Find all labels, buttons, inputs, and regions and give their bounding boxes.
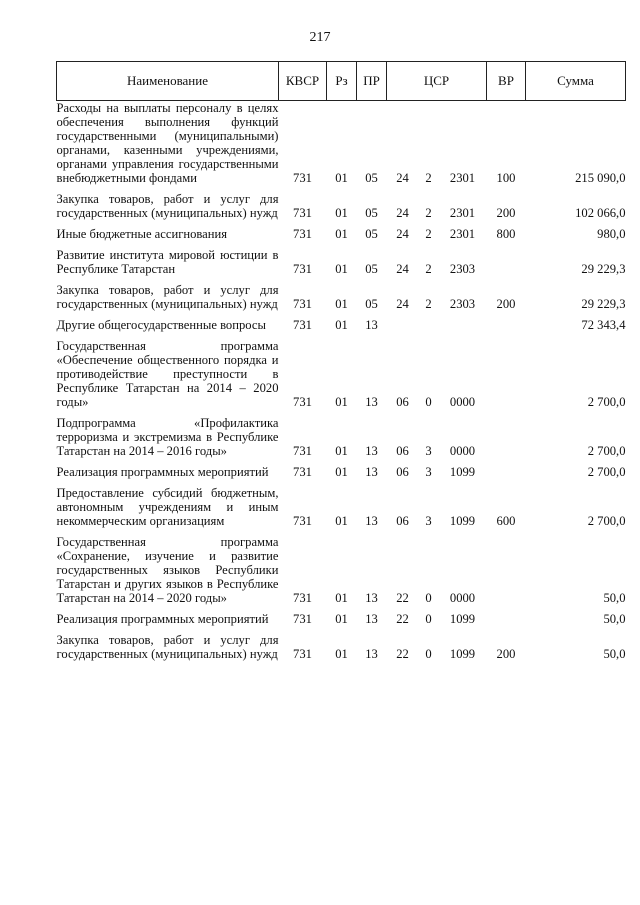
cell-rz: 01 <box>335 297 348 311</box>
cell-name: Закупка товаров, работ и услуг для государственных (муниципальных) нужд <box>56 283 279 311</box>
cell-c2: 2 <box>425 297 432 311</box>
cell-name: Закупка товаров, работ и услуг для государственных (муниципальных) нужд <box>56 633 279 661</box>
cell-name: Закупка товаров, работ и услуг для государственных (муниципальных) нужд <box>56 192 279 220</box>
table-header-row <box>57 62 626 101</box>
cell-vr <box>487 318 526 339</box>
cell-pr: 13 <box>365 465 378 479</box>
cell-kvsr: 731 <box>293 444 312 458</box>
cell-c1: 06 <box>396 444 409 458</box>
cell-name: Государственная программа «Обеспечение общественного порядка и противодействие преступности в Республике Татарстан на 2014 – 2020 годы» <box>56 339 279 409</box>
cell-rz: 01 <box>335 171 348 185</box>
cell-sum: 2 700,0 <box>587 395 626 409</box>
cell-rz: 01 <box>335 227 348 241</box>
cell-sum: 29 229,3 <box>581 262 626 276</box>
cell-c3: 0000 <box>449 591 476 605</box>
cell-kvsr: 731 <box>293 591 312 605</box>
cell-pr: 05 <box>365 227 378 241</box>
cell-sum: 50,0 <box>603 612 626 626</box>
table-row <box>57 486 626 535</box>
cell-c3: 0000 <box>449 395 476 409</box>
cell-rz: 01 <box>335 647 348 661</box>
cell-pr: 13 <box>365 444 378 458</box>
cell-c3: 2303 <box>449 262 476 276</box>
cell-c2: 0 <box>425 591 432 605</box>
cell-vr <box>487 339 526 416</box>
cell-vr: 800 <box>496 227 516 241</box>
cell-kvsr: 731 <box>293 612 312 626</box>
cell-vr: 200 <box>496 297 516 311</box>
cell-kvsr: 731 <box>293 514 312 528</box>
cell-c3: 1099 <box>449 612 476 626</box>
table-row <box>57 465 626 486</box>
cell-c3: 2303 <box>449 297 476 311</box>
cell-sum: 980,0 <box>597 227 626 241</box>
cell-c3: 2301 <box>449 171 476 185</box>
cell-vr <box>487 465 526 486</box>
cell-c1: 22 <box>396 591 409 605</box>
header-rz: Рз <box>327 62 357 101</box>
cell-c3 <box>439 318 487 339</box>
cell-c3: 1099 <box>449 465 476 479</box>
cell-c1: 22 <box>396 612 409 626</box>
page-number: 217 <box>309 30 331 45</box>
cell-sum: 29 229,3 <box>581 297 626 311</box>
cell-c1: 24 <box>396 227 409 241</box>
table-row <box>57 318 626 339</box>
cell-pr: 13 <box>365 591 378 605</box>
cell-vr <box>487 612 526 633</box>
cell-pr: 13 <box>365 612 378 626</box>
cell-c2: 3 <box>425 514 432 528</box>
cell-name: Расходы на выплаты персоналу в целях обеспечения выполнения функций государственными (муниципальными) органами, казенными учреждениями, органами управления государственными внебюджетными фондами <box>56 101 279 185</box>
cell-pr: 05 <box>365 297 378 311</box>
header-vr: ВР <box>487 62 526 101</box>
cell-vr <box>487 535 526 612</box>
cell-name: Развитие института мировой юстиции в Республике Татарстан <box>56 248 279 276</box>
cell-pr: 05 <box>365 171 378 185</box>
table-row <box>57 633 626 668</box>
cell-rz: 01 <box>335 591 348 605</box>
header-pr: ПР <box>357 62 387 101</box>
cell-c2: 3 <box>425 465 432 479</box>
table-row <box>57 101 626 193</box>
cell-pr: 13 <box>365 318 378 332</box>
cell-sum: 2 700,0 <box>587 465 626 479</box>
cell-rz: 01 <box>335 465 348 479</box>
cell-rz: 01 <box>335 395 348 409</box>
cell-c1: 06 <box>396 395 409 409</box>
cell-c1: 24 <box>396 297 409 311</box>
cell-name: Предоставление субсидий бюджетным, автономным учреждениям и иным некоммерческим организациям <box>56 486 279 528</box>
cell-vr <box>487 248 526 283</box>
cell-c2: 0 <box>425 612 432 626</box>
cell-c2: 2 <box>425 171 432 185</box>
table-row <box>57 283 626 318</box>
header-name: Наименование <box>57 62 279 101</box>
cell-c1: 24 <box>396 206 409 220</box>
cell-sum: 50,0 <box>603 591 626 605</box>
table-row <box>57 192 626 227</box>
cell-vr: 100 <box>496 171 516 185</box>
cell-c2: 2 <box>425 227 432 241</box>
cell-c1: 06 <box>396 514 409 528</box>
cell-vr: 600 <box>496 514 516 528</box>
cell-kvsr: 731 <box>293 395 312 409</box>
cell-pr: 05 <box>365 206 378 220</box>
cell-rz: 01 <box>335 318 348 332</box>
cell-vr: 200 <box>496 206 516 220</box>
cell-rz: 01 <box>335 262 348 276</box>
cell-c3: 1099 <box>449 514 476 528</box>
cell-kvsr: 731 <box>293 171 312 185</box>
cell-c1: 24 <box>396 262 409 276</box>
cell-kvsr: 731 <box>293 206 312 220</box>
cell-sum: 50,0 <box>603 647 626 661</box>
cell-vr: 200 <box>496 647 516 661</box>
cell-c2: 2 <box>425 206 432 220</box>
cell-sum: 72 343,4 <box>581 318 626 332</box>
header-kvsr: КВСР <box>279 62 327 101</box>
cell-sum: 102 066,0 <box>575 206 626 220</box>
cell-name: Подпрограмма «Профилактика терроризма и экстремизма в Республике Татарстан на 2014 – 2016 годы» <box>56 416 279 458</box>
cell-pr: 05 <box>365 262 378 276</box>
cell-c3: 0000 <box>449 444 476 458</box>
cell-name: Иные бюджетные ассигнования <box>56 227 228 241</box>
cell-kvsr: 731 <box>293 227 312 241</box>
cell-c2: 0 <box>425 395 432 409</box>
cell-sum: 2 700,0 <box>587 444 626 458</box>
table-row <box>57 227 626 248</box>
cell-rz: 01 <box>335 514 348 528</box>
cell-rz: 01 <box>335 444 348 458</box>
cell-name: Другие общегосударственные вопросы <box>56 318 266 332</box>
cell-sum: 2 700,0 <box>587 514 626 528</box>
cell-c3: 2301 <box>449 206 476 220</box>
cell-kvsr: 731 <box>293 647 312 661</box>
cell-c2: 2 <box>425 262 432 276</box>
cell-c2: 0 <box>425 647 432 661</box>
cell-c1 <box>387 318 419 339</box>
budget-table <box>56 61 626 668</box>
table-row <box>57 339 626 416</box>
cell-sum: 215 090,0 <box>575 171 626 185</box>
cell-pr: 13 <box>365 395 378 409</box>
cell-rz: 01 <box>335 612 348 626</box>
cell-c3: 1099 <box>449 647 476 661</box>
cell-c3: 2301 <box>449 227 476 241</box>
cell-kvsr: 731 <box>293 262 312 276</box>
cell-c1: 24 <box>396 171 409 185</box>
cell-rz: 01 <box>335 206 348 220</box>
cell-c2: 3 <box>425 444 432 458</box>
cell-pr: 13 <box>365 514 378 528</box>
cell-name: Реализация программных мероприятий <box>56 612 269 626</box>
table-row <box>57 535 626 612</box>
cell-kvsr: 731 <box>293 318 312 332</box>
cell-c1: 06 <box>396 465 409 479</box>
cell-kvsr: 731 <box>293 297 312 311</box>
cell-name: Государственная программа «Сохранение, изучение и развитие государственных языков Республики Татарстан и других языков в Республике Татарстан на 2014 – 2020 годы» <box>56 535 279 605</box>
cell-kvsr: 731 <box>293 465 312 479</box>
table-row <box>57 248 626 283</box>
header-sum: Сумма <box>526 62 626 101</box>
header-csr: ЦСР <box>387 62 487 101</box>
cell-vr <box>487 416 526 465</box>
table-row <box>57 612 626 633</box>
cell-c1: 22 <box>396 647 409 661</box>
table-row <box>57 416 626 465</box>
cell-pr: 13 <box>365 647 378 661</box>
cell-c2 <box>419 318 439 339</box>
cell-name: Реализация программных мероприятий <box>56 465 269 479</box>
